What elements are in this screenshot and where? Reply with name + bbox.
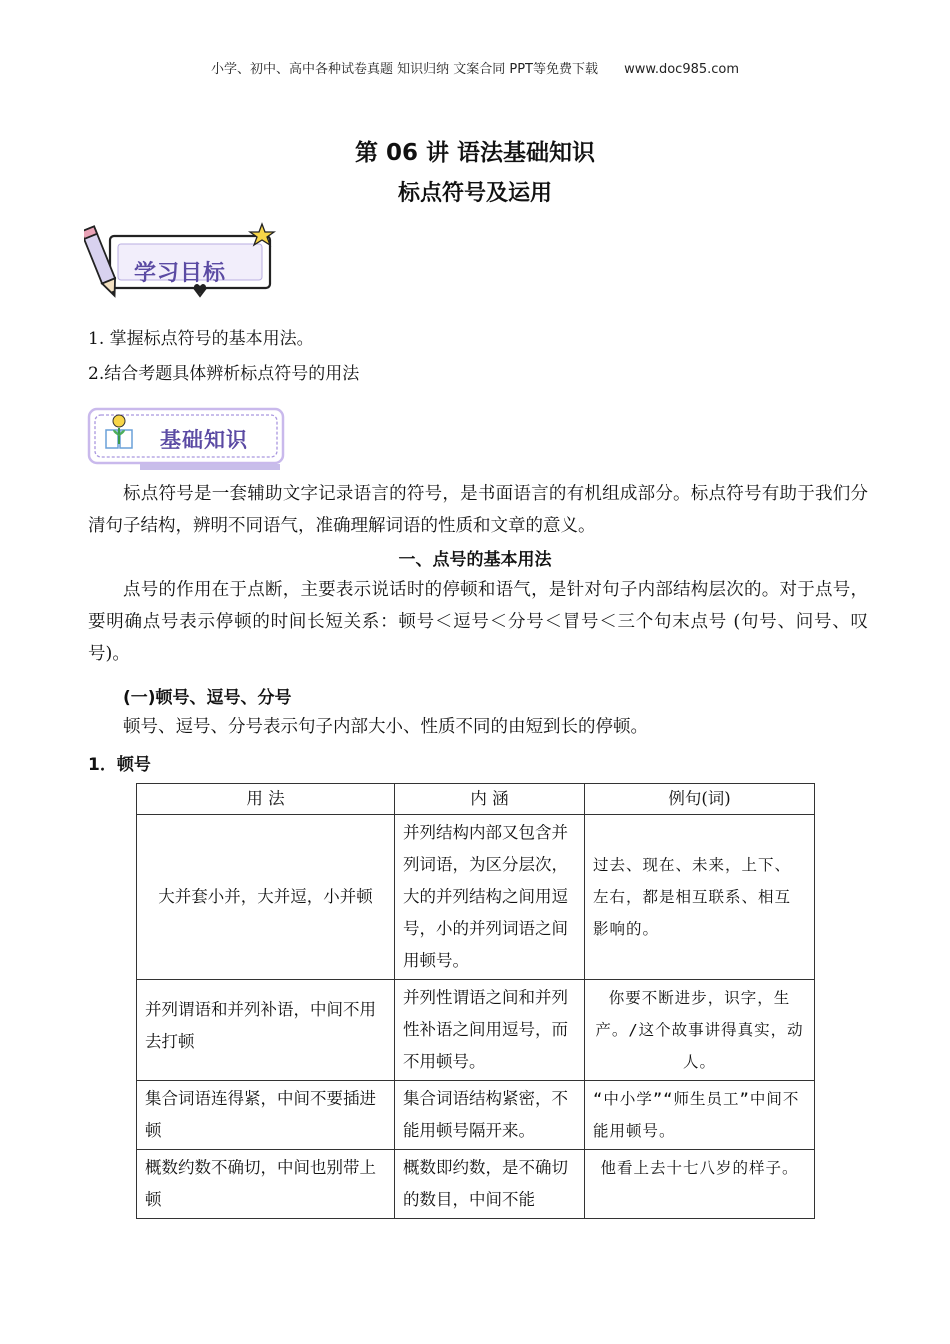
page-header [0,58,950,77]
table-cell-example: 他看上去十七八岁的样子。 [585,1150,815,1219]
goal-item-2: 2.结合考题具体辨析标点符号的用法 [88,364,360,384]
table-header-meaning: 内 涵 [395,784,585,815]
table-header-example: 例句(词) [585,784,815,815]
table-header-usage: 用 法 [137,784,395,815]
table-cell-usage: 大并套小并，大并逗，小并顿 [137,815,395,980]
table-row [137,815,815,980]
intro-paragraph: 标点符号是一套辅助文字记录语言的符号，是书面语言的有机组成部分。标点符号有助于我们分清句子结构，辨明不同语气，准确理解词语的性质和文章的意义。 [88,484,868,536]
goals-badge [84,222,280,304]
goals-badge-label: 学习目标 [134,261,227,286]
basics-badge-label: 基础知识 [160,428,248,452]
table-cell-usage: 概数约数不确切，中间也别带上顿 [137,1150,395,1219]
table-header-row [137,784,815,815]
table-cell-meaning: 概数即约数，是不确切的数目，中间不能 [395,1150,585,1219]
table-cell-usage: 并列谓语和并列补语，中间不用去打顿 [137,980,395,1081]
table-cell-meaning: 集合词语结构紧密，不能用顿号隔开来。 [395,1081,585,1150]
section-heading-1: 一、点号的基本用法 [398,550,552,570]
lesson-subtitle: 标点符号及运用 [397,181,552,206]
section-1-paragraph: 点号的作用在于点断，主要表示说话时的停顿和语气，是针对句子内部结构层次的。对于点号，要明确点号表示停顿的时间长短关系：顿号＜逗号＜分号＜冒号＜三个句末点号 (句号、问号、叹号)。 [88,580,868,664]
table-row [137,1150,815,1219]
header-site[interactable]: www.doc985.com [624,62,740,77]
subsection-heading-1: (一)顿号、逗号、分号 [123,688,292,708]
table-cell-meaning: 并列性谓语之间和并列性补语之间用逗号，而不用顿号。 [395,980,585,1081]
basics-badge [86,406,286,472]
table-row [137,980,815,1081]
table-cell-meaning: 并列结构内部又包含并列词语，为区分层次，大的并列结构之间用逗号，小的并列词语之间用顿号。 [395,815,585,980]
subsection-1-paragraph: 顿号、逗号、分号表示句子内部大小、性质不同的由短到长的停顿。 [123,717,648,737]
table-cell-example: 过去、现在、未来，上下、左右，都是相互联系、相互影响的。 [585,815,815,980]
comma-usage-table [136,783,815,1219]
header-text: 小学、初中、高中各种试卷真题 知识归纳 文案合同 PPT等免费下载 [210,62,598,77]
table-cell-usage: 集合词语连得紧，中间不要插进顿 [137,1081,395,1150]
lesson-title: 第 06 讲 语法基础知识 [354,140,596,166]
table-row [137,1081,815,1150]
goal-item-1: 1. 掌握标点符号的基本用法。 [88,329,314,349]
table-cell-example: 你要不断进步，识字，生产。/这个故事讲得真实，动人。 [585,980,815,1081]
table-cell-example: “中小学”“师生员工”中间不能用顿号。 [585,1081,815,1150]
item-heading-1: 1．顿号 [88,755,151,775]
